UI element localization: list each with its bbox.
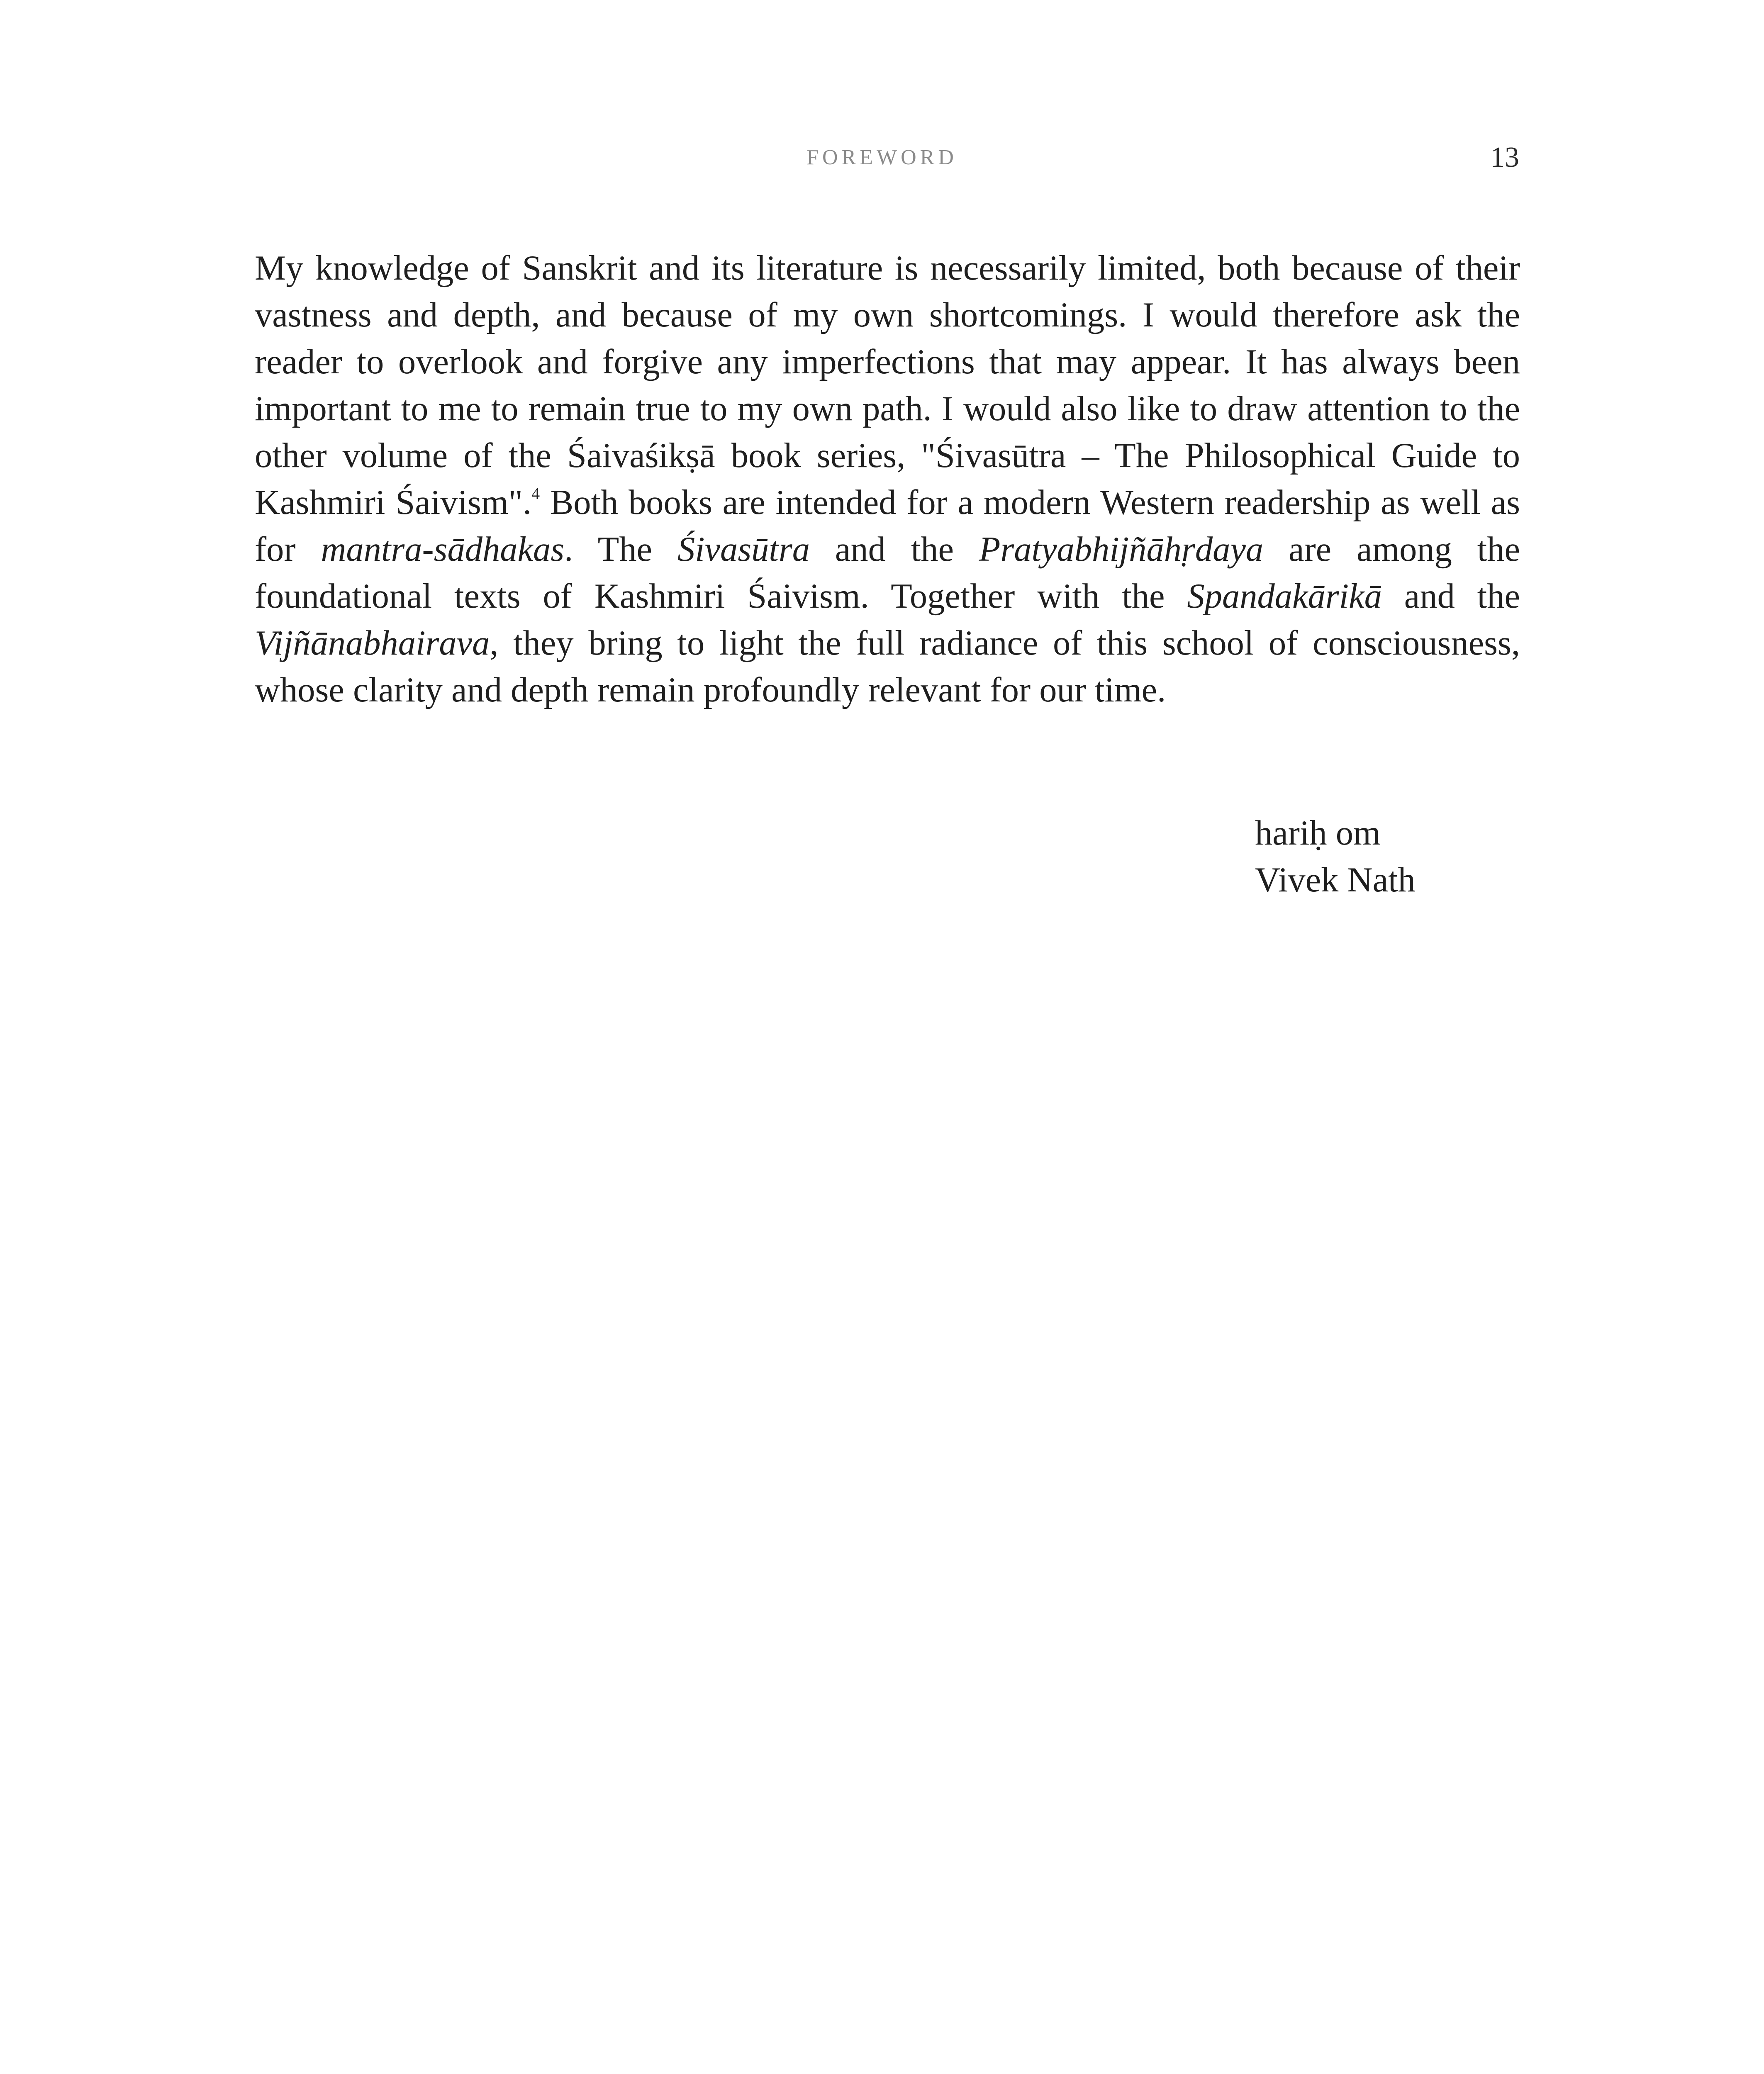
italic-term: Śivasūtra bbox=[677, 530, 810, 569]
body-text-run: and the bbox=[810, 530, 979, 569]
italic-term: Spandakārikā bbox=[1187, 577, 1382, 616]
signature-block bbox=[1255, 810, 1416, 903]
page-number: 13 bbox=[1490, 141, 1519, 173]
body-paragraph bbox=[255, 245, 1520, 713]
body-text-run: . The bbox=[564, 530, 677, 569]
body-text-run: My knowledge of Sanskrit and its literature is necessarily limited, both because of their vastness and depth, and because of my own shortcomings. I would therefore ask the reader to overlook and forgive any imperfections that may appear. It has always been important to me to remain true to my own path. I would also like to draw attention to the other volume of the Śaivaśikṣā book series, "Śivasūtra – The Philosophical Guide to Kashmiri Śaivism". bbox=[255, 249, 1520, 522]
body-text-run: Both books are intended for a modern Western readership as well as for bbox=[255, 483, 1520, 569]
salutation: hariḥ om bbox=[1255, 814, 1381, 852]
italic-term: Pratyabhijñāhṛdaya bbox=[979, 530, 1264, 569]
italic-term: mantra-sādhakas bbox=[321, 530, 565, 569]
running-head bbox=[0, 141, 1764, 174]
body-text-run: are among the foundational texts of Kashmiri Śaivism. Together with the bbox=[255, 530, 1520, 616]
body-text-run: and the bbox=[1381, 577, 1520, 616]
running-title: FOREWORD bbox=[806, 146, 958, 169]
body-text-run: , they bring to light the full radiance of this school of consciousness, whose clarity and depth remain profoundly relevant for our time. bbox=[255, 624, 1520, 709]
footnote-reference: 4 bbox=[531, 484, 540, 503]
italic-term: Vijñānabhairava bbox=[255, 624, 490, 662]
author-name: Vivek Nath bbox=[1255, 861, 1416, 899]
